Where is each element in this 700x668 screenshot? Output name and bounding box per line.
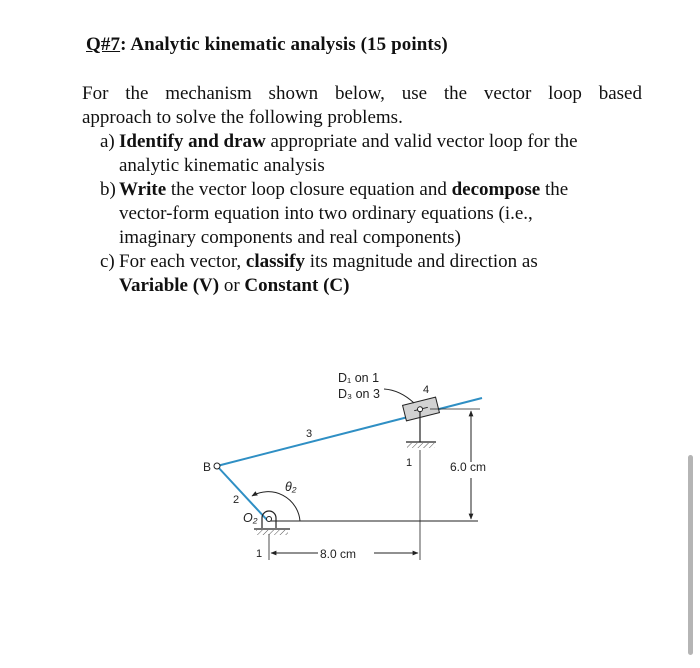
intro-line-1: For the mechanism shown below, use the vector loop based xyxy=(82,83,642,104)
label-point-b: B xyxy=(203,460,212,474)
label-link-2: 2 xyxy=(233,494,240,506)
vertical-scrollbar[interactable] xyxy=(688,455,693,655)
label-ground-1-left: 1 xyxy=(256,548,263,560)
link-3-line xyxy=(217,398,482,466)
item-c-bold-3: Constant (C) xyxy=(244,275,350,296)
item-b-mid-2: the xyxy=(540,179,569,200)
ground-o2-hatch xyxy=(256,530,288,535)
label-ground-1-right: 1 xyxy=(406,457,413,469)
item-b-bold-2: decompose xyxy=(451,179,541,200)
item-b-line-2: vector-form equation into two ordinary equations (i.e., xyxy=(119,203,533,224)
question-title-text: : Analytic kinematic analysis (15 points) xyxy=(120,34,448,55)
item-a-line-2: analytic kinematic analysis xyxy=(119,155,325,176)
item-a-rest: appropriate and valid vector loop for the xyxy=(265,131,578,152)
question-number: Q#7 xyxy=(86,34,121,55)
item-c-label: c) xyxy=(100,251,115,272)
label-dimension-6cm: 6.0 cm xyxy=(450,460,487,474)
label-link-4: 4 xyxy=(423,384,430,396)
d-label-leader xyxy=(384,389,414,403)
label-theta-2: θ₂ xyxy=(285,480,297,494)
item-b-label: b) xyxy=(100,179,116,200)
item-a-label: a) xyxy=(100,131,115,152)
label-pivot-o2: O₂ xyxy=(243,511,258,525)
intro-line-2: approach to solve the following problems. xyxy=(82,107,403,128)
item-b-bold-1: Write xyxy=(119,179,167,200)
joint-b xyxy=(214,463,220,469)
label-link-3: 3 xyxy=(306,428,313,440)
label-d3-on-3: D₃ on 3 xyxy=(338,387,380,401)
item-b-line-3: imaginary components and real components) xyxy=(119,227,461,248)
item-c-bold-2: Variable (V) xyxy=(119,275,220,296)
item-c-or: or xyxy=(219,275,245,296)
label-dimension-8cm: 8.0 cm xyxy=(320,547,357,561)
item-a-bold: Identify and draw xyxy=(119,131,266,152)
label-d1-on-1: D₁ on 1 xyxy=(338,371,380,385)
item-c-post: its magnitude and direction as xyxy=(305,251,538,272)
item-c-pre: For each vector, xyxy=(119,251,246,272)
ground-post-hatch xyxy=(407,443,435,448)
item-b-mid-1: the vector loop closure equation and xyxy=(166,179,452,200)
item-c-bold-1: classify xyxy=(245,251,306,272)
